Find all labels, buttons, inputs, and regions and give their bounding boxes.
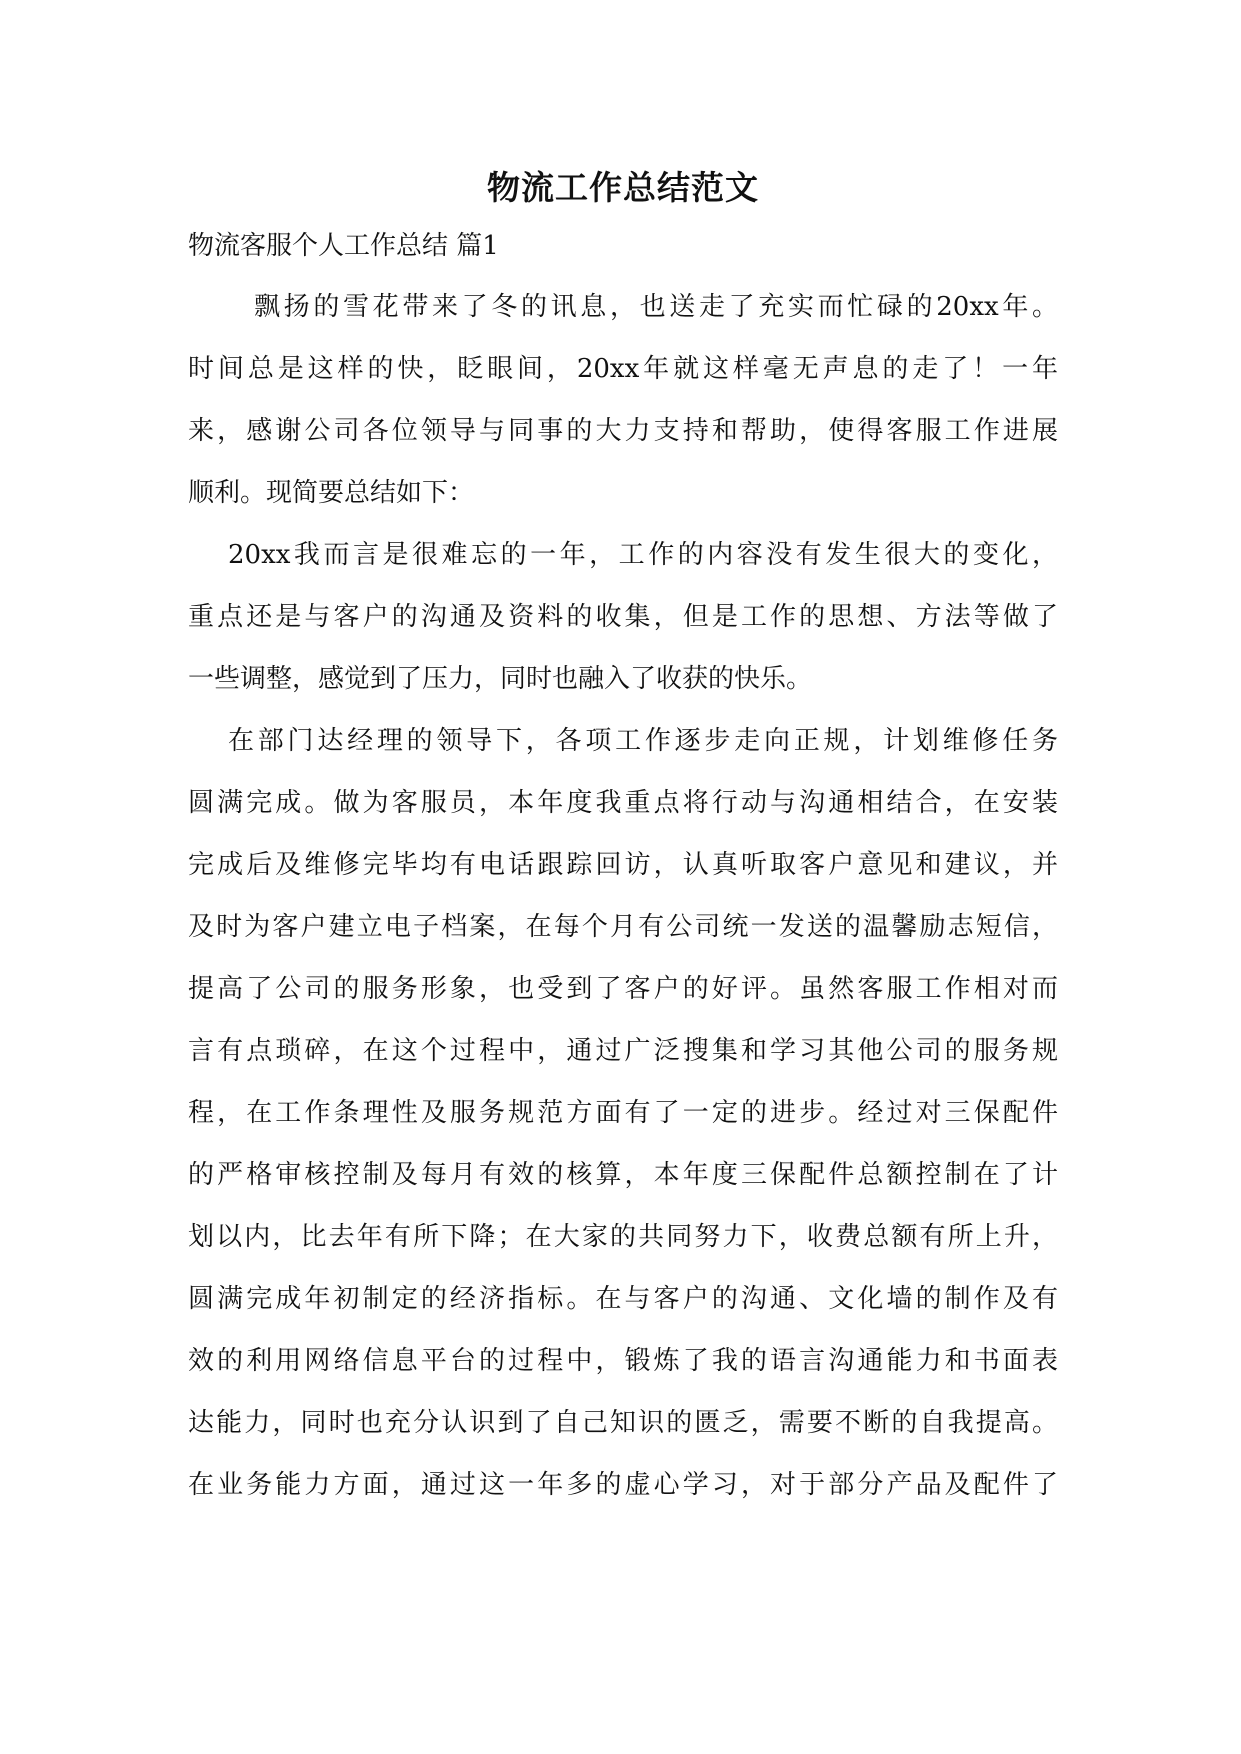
section-heading: 物流客服个人工作总结 篇1: [188, 231, 499, 261]
paragraph-line: 圆满完成。做为客服员，本年度我重点将行动与沟通相结合，在安装: [188, 788, 1058, 818]
paragraph-line: 划以内，比去年有所下降；在大家的共同努力下，收费总额有所上升，: [188, 1222, 1058, 1252]
paragraph-line: 效的利用网络信息平台的过程中，锻炼了我的语言沟通能力和书面表: [188, 1346, 1058, 1376]
paragraph-line: 及时为客户建立电子档案，在每个月有公司统一发送的温馨励志短信，: [188, 912, 1058, 942]
document-body: [188, 160, 1058, 1516]
paragraph-line: 20xx我而言是很难忘的一年，工作的内容没有发生很大的变化，: [228, 540, 1058, 570]
paragraph-3: [188, 710, 1058, 1516]
paragraph-line: 言有点琐碎，在这个过程中，通过广泛搜集和学习其他公司的服务规: [188, 1036, 1058, 1066]
paragraph-line: 来，感谢公司各位领导与同事的大力支持和帮助，使得客服工作进展: [188, 416, 1058, 446]
paragraph-line: 在业务能力方面，通过这一年多的虚心学习，对于部分产品及配件了: [188, 1470, 1058, 1500]
paragraph-line: 提高了公司的服务形象，也受到了客户的好评。虽然客服工作相对而: [188, 974, 1058, 1004]
paragraph-line: 程，在工作条理性及服务规范方面有了一定的进步。经过对三保配件: [188, 1098, 1058, 1128]
paragraph-line: 达能力，同时也充分认识到了自己知识的匮乏，需要不断的自我提高。: [188, 1408, 1058, 1438]
document-title: 物流工作总结范文: [487, 168, 759, 207]
paragraph-line: 圆满完成年初制定的经济指标。在与客户的沟通、文化墙的制作及有: [188, 1284, 1058, 1314]
paragraph-line: 时间总是这样的快，眨眼间，20xx年就这样毫无声息的走了！一年: [188, 354, 1058, 384]
paragraph-line: 顺利。现简要总结如下：: [188, 478, 475, 508]
paragraph-line: 一些调整，感觉到了压力，同时也融入了收获的快乐。: [188, 664, 813, 694]
paragraph-line: 重点还是与客户的沟通及资料的收集，但是工作的思想、方法等做了: [188, 602, 1058, 632]
paragraph-line: 在部门达经理的领导下，各项工作逐步走向正规，计划维修任务: [228, 726, 1058, 756]
paragraph-line: 的严格审核控制及每月有效的核算，本年度三保配件总额控制在了计: [188, 1160, 1058, 1190]
paragraph-line: 完成后及维修完毕均有电话跟踪回访，认真听取客户意见和建议，并: [188, 850, 1058, 880]
paragraph-2: [188, 524, 1058, 710]
paragraph-1: [188, 276, 1058, 524]
paragraph-line: 飘扬的雪花带来了冬的讯息，也送走了充实而忙碌的20xx年。: [254, 292, 1058, 322]
